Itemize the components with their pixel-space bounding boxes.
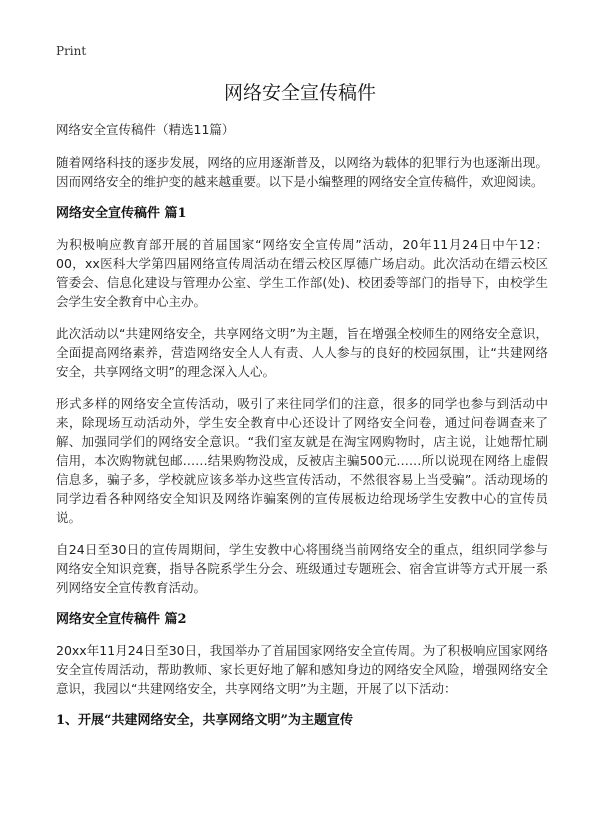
paragraph: 为积极响应教育部开展的首届国家“网络安全宣传周”活动，20年11月24日中午12：00，xx医科大学第四届网络宣传周活动在缙云校区厚德广场启动。此次活动在缙云校区管委会、信息化建设与管理办公室、学生工作部(处)、校团委等部门的指导下，由校学生会学生安全教育中心主办。 xyxy=(56,237,548,309)
print-label: Print xyxy=(56,44,87,58)
intro-paragraph: 随着网络科技的逐步发展，网络的应用逐渐普及，以网络为载体的犯罪行为也逐渐出现。因而网络安全的维护变的越来越重要。以下是小编整理的网络安全宣传稿件，欢迎阅读。 xyxy=(56,155,548,189)
paragraph: 此次活动以“共建网络安全，共享网络文明”为主题，旨在增强全校师生的网络安全意识，全面提高网络素养，营造网络安全人人有责、人人参与的良好的校园氛围，让“共建网络安全，共享网络文明”的理念深入人心。 xyxy=(56,326,548,379)
section-heading: 网络安全宣传稿件 篇2 xyxy=(56,612,187,627)
document-body xyxy=(56,120,548,730)
paragraph: 自24日至30日的宣传周期间，学生安教中心将围绕当前网络安全的重点，组织同学参与网络安全知识竞赛，指导各院系学生分会、班级通过专题班会、宿舍宣讲等方式开展一系列网络安全宣传教育活动。 xyxy=(56,542,548,595)
paragraph: 形式多样的网络安全宣传活动，吸引了来往同学们的注意，很多的同学也参与到活动中来，除现场互动活动外，学生安全教育中心还设计了网络安全问卷，通过问卷调查来了解、加强同学们的网络安全意识。“我们室友就是在淘宝网购物时，店主说，让她帮忙刷信用，本次购物就包邮……结果购物没成，反被店主骗500元……所以说现在网络上虚假信息多，骗子多，学校就应该多举办这些宣传活动，不然很容易上当受骗”。活动现场的同学边看各种网络安全知识及网络诈骗案例的宣传展板边给现场学生安教中心的宣传员说。 xyxy=(56,396,548,525)
sub-heading: 1、开展“共建网络安全，共享网络文明”为主题宣传 xyxy=(56,713,354,728)
paragraph: 20xx年11月24日至30日，我国举办了首届国家网络安全宣传周。为了积极响应国家网络安全宣传周活动，帮助教师、家长更好地了解和感知身边的网络安全风险，增强网络安全意识，我园以“共建网络安全，共享网络文明”为主题，开展了以下活动： xyxy=(56,643,548,696)
document-title: 网络安全宣传稿件 xyxy=(223,82,376,104)
section-heading: 网络安全宣传稿件 篇1 xyxy=(56,206,187,221)
document-subtitle: 网络安全宣传稿件（精选11篇） xyxy=(56,122,235,137)
